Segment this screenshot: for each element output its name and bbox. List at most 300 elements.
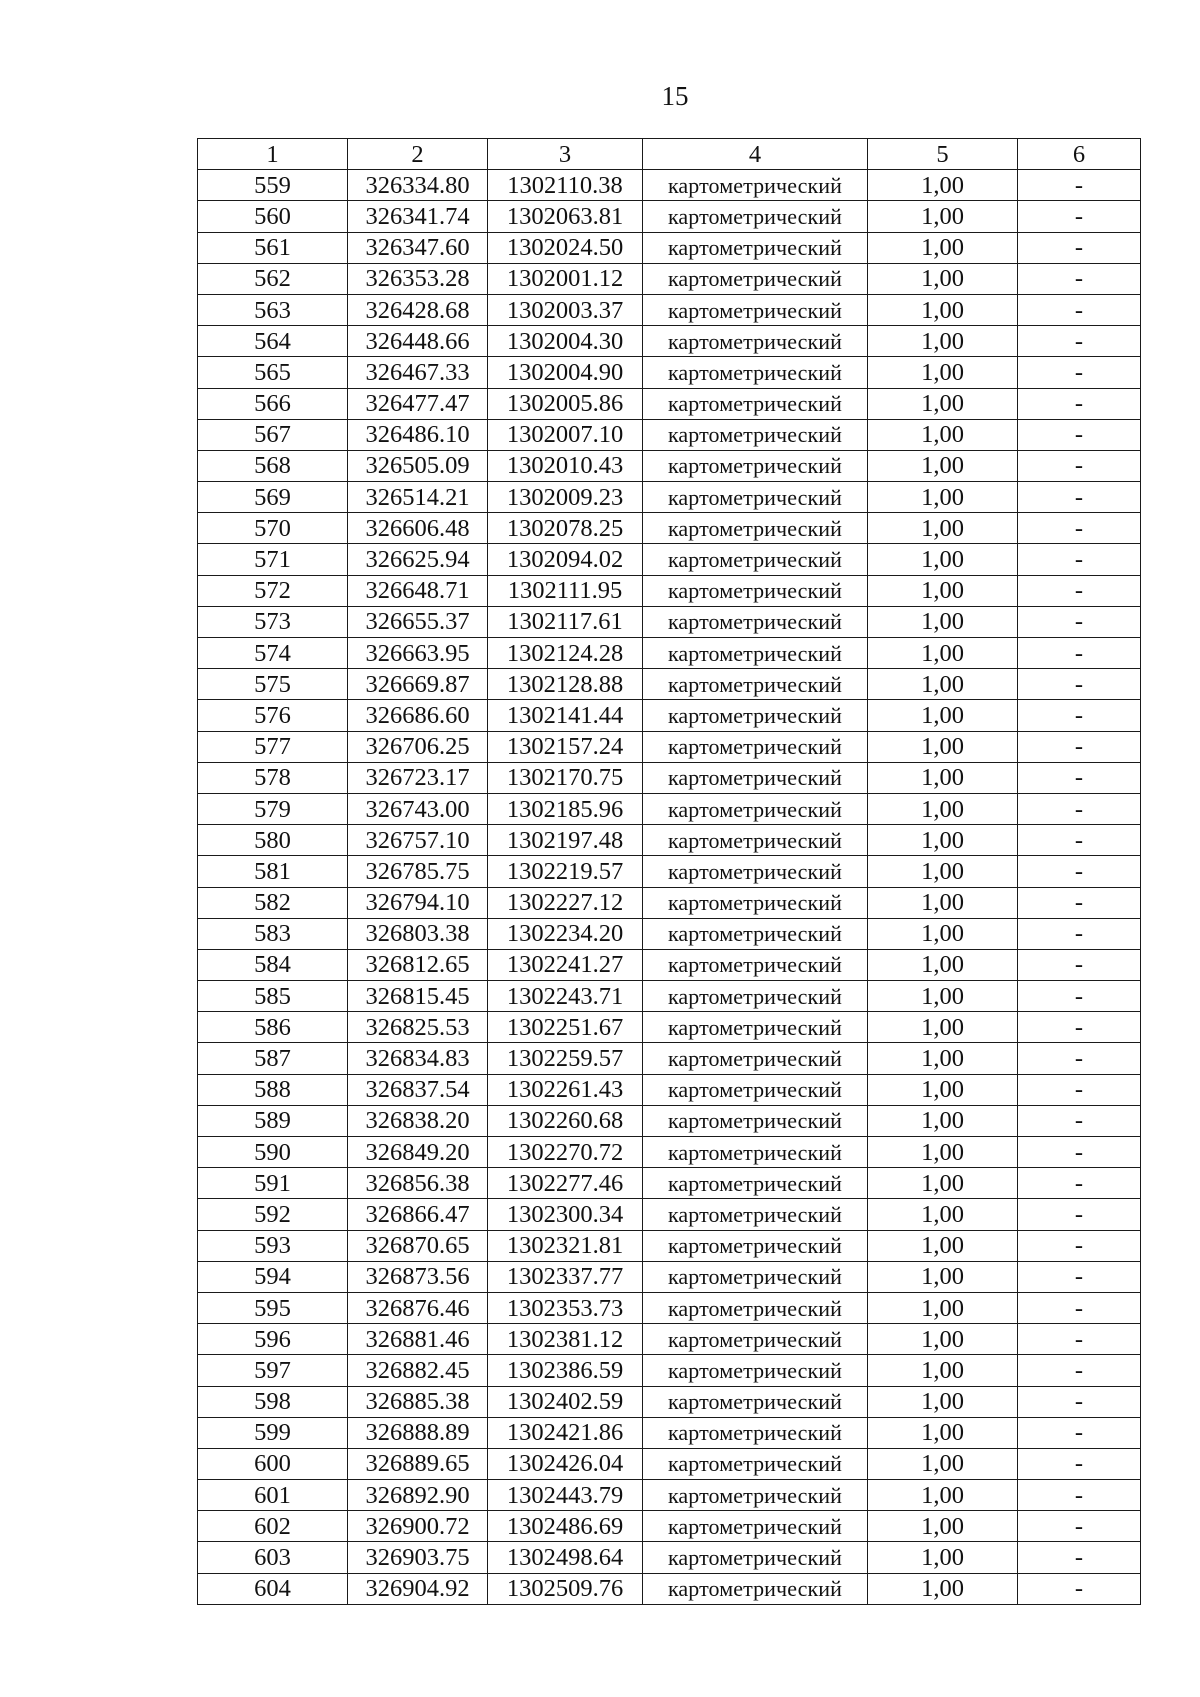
x-coordinate-cell: 326648.71 bbox=[348, 575, 488, 606]
note-cell: - bbox=[1018, 669, 1141, 700]
accuracy-cell: 1,00 bbox=[868, 419, 1018, 450]
method-cell: картометрический bbox=[643, 1230, 868, 1261]
point-number-cell: 577 bbox=[198, 731, 348, 762]
method-cell: картометрический bbox=[643, 1043, 868, 1074]
table-row bbox=[198, 1261, 1141, 1292]
y-coordinate-cell: 1302421.86 bbox=[488, 1417, 643, 1448]
method-cell: картометрический bbox=[643, 1324, 868, 1355]
table-row bbox=[198, 1292, 1141, 1323]
x-coordinate-cell: 326888.89 bbox=[348, 1417, 488, 1448]
y-coordinate-cell: 1302141.44 bbox=[488, 700, 643, 731]
accuracy-cell: 1,00 bbox=[868, 450, 1018, 481]
y-coordinate-cell: 1302386.59 bbox=[488, 1355, 643, 1386]
x-coordinate-cell: 326663.95 bbox=[348, 638, 488, 669]
method-cell: картометрический bbox=[643, 1573, 868, 1604]
y-coordinate-cell: 1302219.57 bbox=[488, 856, 643, 887]
method-cell: картометрический bbox=[643, 263, 868, 294]
point-number-cell: 590 bbox=[198, 1137, 348, 1168]
y-coordinate-cell: 1302004.30 bbox=[488, 326, 643, 357]
accuracy-cell: 1,00 bbox=[868, 1511, 1018, 1542]
point-number-cell: 560 bbox=[198, 201, 348, 232]
y-coordinate-cell: 1302353.73 bbox=[488, 1292, 643, 1323]
accuracy-cell: 1,00 bbox=[868, 949, 1018, 980]
accuracy-cell: 1,00 bbox=[868, 482, 1018, 513]
table-row bbox=[198, 513, 1141, 544]
method-cell: картометрический bbox=[643, 1292, 868, 1323]
accuracy-cell: 1,00 bbox=[868, 1417, 1018, 1448]
x-coordinate-cell: 326625.94 bbox=[348, 544, 488, 575]
point-number-cell: 603 bbox=[198, 1542, 348, 1573]
y-coordinate-cell: 1302259.57 bbox=[488, 1043, 643, 1074]
note-cell: - bbox=[1018, 263, 1141, 294]
y-coordinate-cell: 1302260.68 bbox=[488, 1105, 643, 1136]
table-row bbox=[198, 419, 1141, 450]
method-cell: картометрический bbox=[643, 731, 868, 762]
table-row bbox=[198, 294, 1141, 325]
point-number-cell: 586 bbox=[198, 1012, 348, 1043]
note-cell: - bbox=[1018, 1480, 1141, 1511]
accuracy-cell: 1,00 bbox=[868, 1230, 1018, 1261]
method-cell: картометрический bbox=[643, 981, 868, 1012]
note-cell: - bbox=[1018, 606, 1141, 637]
table-row bbox=[198, 793, 1141, 824]
table-row bbox=[198, 326, 1141, 357]
y-coordinate-cell: 1302234.20 bbox=[488, 918, 643, 949]
note-cell: - bbox=[1018, 825, 1141, 856]
accuracy-cell: 1,00 bbox=[868, 669, 1018, 700]
note-cell: - bbox=[1018, 700, 1141, 731]
x-coordinate-cell: 326849.20 bbox=[348, 1137, 488, 1168]
method-cell: картометрический bbox=[643, 1417, 868, 1448]
accuracy-cell: 1,00 bbox=[868, 513, 1018, 544]
note-cell: - bbox=[1018, 793, 1141, 824]
accuracy-cell: 1,00 bbox=[868, 263, 1018, 294]
note-cell: - bbox=[1018, 450, 1141, 481]
x-coordinate-cell: 326785.75 bbox=[348, 856, 488, 887]
table-row bbox=[198, 1417, 1141, 1448]
accuracy-cell: 1,00 bbox=[868, 606, 1018, 637]
table-row bbox=[198, 1355, 1141, 1386]
table-row bbox=[198, 762, 1141, 793]
table-row bbox=[198, 700, 1141, 731]
x-coordinate-cell: 326876.46 bbox=[348, 1292, 488, 1323]
note-cell: - bbox=[1018, 1105, 1141, 1136]
method-cell: картометрический bbox=[643, 638, 868, 669]
method-cell: картометрический bbox=[643, 1199, 868, 1230]
x-coordinate-cell: 326341.74 bbox=[348, 201, 488, 232]
table-row bbox=[198, 1448, 1141, 1479]
y-coordinate-cell: 1302261.43 bbox=[488, 1074, 643, 1105]
x-coordinate-cell: 326606.48 bbox=[348, 513, 488, 544]
x-coordinate-cell: 326904.92 bbox=[348, 1573, 488, 1604]
note-cell: - bbox=[1018, 201, 1141, 232]
note-cell: - bbox=[1018, 1137, 1141, 1168]
method-cell: картометрический bbox=[643, 887, 868, 918]
y-coordinate-cell: 1302486.69 bbox=[488, 1511, 643, 1542]
note-cell: - bbox=[1018, 856, 1141, 887]
accuracy-cell: 1,00 bbox=[868, 388, 1018, 419]
accuracy-cell: 1,00 bbox=[868, 856, 1018, 887]
table-row bbox=[198, 263, 1141, 294]
y-coordinate-cell: 1302111.95 bbox=[488, 575, 643, 606]
table-row bbox=[198, 918, 1141, 949]
y-coordinate-cell: 1302509.76 bbox=[488, 1573, 643, 1604]
point-number-cell: 601 bbox=[198, 1480, 348, 1511]
accuracy-cell: 1,00 bbox=[868, 700, 1018, 731]
table-row bbox=[198, 1230, 1141, 1261]
accuracy-cell: 1,00 bbox=[868, 1137, 1018, 1168]
x-coordinate-cell: 326837.54 bbox=[348, 1074, 488, 1105]
x-coordinate-cell: 326723.17 bbox=[348, 762, 488, 793]
method-cell: картометрический bbox=[643, 669, 868, 700]
accuracy-cell: 1,00 bbox=[868, 1292, 1018, 1323]
point-number-cell: 589 bbox=[198, 1105, 348, 1136]
method-cell: картометрический bbox=[643, 388, 868, 419]
note-cell: - bbox=[1018, 544, 1141, 575]
accuracy-cell: 1,00 bbox=[868, 1386, 1018, 1417]
column-header: 2 bbox=[348, 139, 488, 170]
note-cell: - bbox=[1018, 1324, 1141, 1355]
table-row bbox=[198, 575, 1141, 606]
note-cell: - bbox=[1018, 326, 1141, 357]
point-number-cell: 568 bbox=[198, 450, 348, 481]
y-coordinate-cell: 1302443.79 bbox=[488, 1480, 643, 1511]
point-number-cell: 604 bbox=[198, 1573, 348, 1604]
point-number-cell: 573 bbox=[198, 606, 348, 637]
y-coordinate-cell: 1302197.48 bbox=[488, 825, 643, 856]
accuracy-cell: 1,00 bbox=[868, 887, 1018, 918]
header-row bbox=[198, 139, 1141, 170]
note-cell: - bbox=[1018, 762, 1141, 793]
y-coordinate-cell: 1302300.34 bbox=[488, 1199, 643, 1230]
note-cell: - bbox=[1018, 1292, 1141, 1323]
x-coordinate-cell: 326794.10 bbox=[348, 887, 488, 918]
y-coordinate-cell: 1302094.02 bbox=[488, 544, 643, 575]
x-coordinate-cell: 326505.09 bbox=[348, 450, 488, 481]
point-number-cell: 599 bbox=[198, 1417, 348, 1448]
point-number-cell: 595 bbox=[198, 1292, 348, 1323]
point-number-cell: 591 bbox=[198, 1168, 348, 1199]
note-cell: - bbox=[1018, 1511, 1141, 1542]
y-coordinate-cell: 1302185.96 bbox=[488, 793, 643, 824]
note-cell: - bbox=[1018, 1417, 1141, 1448]
note-cell: - bbox=[1018, 638, 1141, 669]
method-cell: картометрический bbox=[643, 201, 868, 232]
point-number-cell: 585 bbox=[198, 981, 348, 1012]
accuracy-cell: 1,00 bbox=[868, 575, 1018, 606]
x-coordinate-cell: 326903.75 bbox=[348, 1542, 488, 1573]
x-coordinate-cell: 326353.28 bbox=[348, 263, 488, 294]
point-number-cell: 582 bbox=[198, 887, 348, 918]
x-coordinate-cell: 326486.10 bbox=[348, 419, 488, 450]
method-cell: картометрический bbox=[643, 1168, 868, 1199]
y-coordinate-cell: 1302128.88 bbox=[488, 669, 643, 700]
table-row bbox=[198, 170, 1141, 201]
note-cell: - bbox=[1018, 1386, 1141, 1417]
note-cell: - bbox=[1018, 482, 1141, 513]
table-row bbox=[198, 731, 1141, 762]
accuracy-cell: 1,00 bbox=[868, 1074, 1018, 1105]
accuracy-cell: 1,00 bbox=[868, 1324, 1018, 1355]
note-cell: - bbox=[1018, 918, 1141, 949]
point-number-cell: 559 bbox=[198, 170, 348, 201]
table-row bbox=[198, 1012, 1141, 1043]
table-row bbox=[198, 949, 1141, 980]
table-row bbox=[198, 357, 1141, 388]
y-coordinate-cell: 1302426.04 bbox=[488, 1448, 643, 1479]
accuracy-cell: 1,00 bbox=[868, 1355, 1018, 1386]
accuracy-cell: 1,00 bbox=[868, 201, 1018, 232]
accuracy-cell: 1,00 bbox=[868, 1448, 1018, 1479]
point-number-cell: 571 bbox=[198, 544, 348, 575]
method-cell: картометрический bbox=[643, 1448, 868, 1479]
table-row bbox=[198, 1480, 1141, 1511]
method-cell: картометрический bbox=[643, 1012, 868, 1043]
note-cell: - bbox=[1018, 1448, 1141, 1479]
y-coordinate-cell: 1302277.46 bbox=[488, 1168, 643, 1199]
y-coordinate-cell: 1302024.50 bbox=[488, 232, 643, 263]
y-coordinate-cell: 1302110.38 bbox=[488, 170, 643, 201]
method-cell: картометрический bbox=[643, 170, 868, 201]
method-cell: картометрический bbox=[643, 232, 868, 263]
accuracy-cell: 1,00 bbox=[868, 1199, 1018, 1230]
point-number-cell: 598 bbox=[198, 1386, 348, 1417]
page-number: 15 bbox=[661, 81, 689, 111]
table-row bbox=[198, 1573, 1141, 1604]
table-row bbox=[198, 544, 1141, 575]
y-coordinate-cell: 1302381.12 bbox=[488, 1324, 643, 1355]
accuracy-cell: 1,00 bbox=[868, 1168, 1018, 1199]
method-cell: картометрический bbox=[643, 482, 868, 513]
x-coordinate-cell: 326892.90 bbox=[348, 1480, 488, 1511]
method-cell: картометрический bbox=[643, 575, 868, 606]
note-cell: - bbox=[1018, 419, 1141, 450]
point-number-cell: 584 bbox=[198, 949, 348, 980]
note-cell: - bbox=[1018, 1261, 1141, 1292]
x-coordinate-cell: 326757.10 bbox=[348, 825, 488, 856]
note-cell: - bbox=[1018, 294, 1141, 325]
note-cell: - bbox=[1018, 575, 1141, 606]
table-row bbox=[198, 1199, 1141, 1230]
accuracy-cell: 1,00 bbox=[868, 1480, 1018, 1511]
accuracy-cell: 1,00 bbox=[868, 793, 1018, 824]
x-coordinate-cell: 326743.00 bbox=[348, 793, 488, 824]
y-coordinate-cell: 1302321.81 bbox=[488, 1230, 643, 1261]
x-coordinate-cell: 326448.66 bbox=[348, 326, 488, 357]
table-header bbox=[198, 139, 1141, 170]
accuracy-cell: 1,00 bbox=[868, 918, 1018, 949]
note-cell: - bbox=[1018, 1230, 1141, 1261]
x-coordinate-cell: 326834.83 bbox=[348, 1043, 488, 1074]
table-row bbox=[198, 1542, 1141, 1573]
table-row bbox=[198, 450, 1141, 481]
note-cell: - bbox=[1018, 1542, 1141, 1573]
method-cell: картометрический bbox=[643, 1480, 868, 1511]
x-coordinate-cell: 326428.68 bbox=[348, 294, 488, 325]
note-cell: - bbox=[1018, 1043, 1141, 1074]
method-cell: картометрический bbox=[643, 856, 868, 887]
table-row bbox=[198, 482, 1141, 513]
note-cell: - bbox=[1018, 981, 1141, 1012]
method-cell: картометрический bbox=[643, 949, 868, 980]
accuracy-cell: 1,00 bbox=[868, 981, 1018, 1012]
y-coordinate-cell: 1302337.77 bbox=[488, 1261, 643, 1292]
point-number-cell: 567 bbox=[198, 419, 348, 450]
method-cell: картометрический bbox=[643, 606, 868, 637]
table-row bbox=[198, 856, 1141, 887]
method-cell: картометрический bbox=[643, 294, 868, 325]
x-coordinate-cell: 326881.46 bbox=[348, 1324, 488, 1355]
table-row bbox=[198, 606, 1141, 637]
method-cell: картометрический bbox=[643, 326, 868, 357]
x-coordinate-cell: 326803.38 bbox=[348, 918, 488, 949]
point-number-cell: 580 bbox=[198, 825, 348, 856]
x-coordinate-cell: 326477.47 bbox=[348, 388, 488, 419]
x-coordinate-cell: 326866.47 bbox=[348, 1199, 488, 1230]
y-coordinate-cell: 1302004.90 bbox=[488, 357, 643, 388]
y-coordinate-cell: 1302078.25 bbox=[488, 513, 643, 544]
method-cell: картометрический bbox=[643, 1105, 868, 1136]
method-cell: картометрический bbox=[643, 1261, 868, 1292]
y-coordinate-cell: 1302007.10 bbox=[488, 419, 643, 450]
accuracy-cell: 1,00 bbox=[868, 1542, 1018, 1573]
point-number-cell: 572 bbox=[198, 575, 348, 606]
table-row bbox=[198, 1511, 1141, 1542]
point-number-cell: 597 bbox=[198, 1355, 348, 1386]
x-coordinate-cell: 326885.38 bbox=[348, 1386, 488, 1417]
x-coordinate-cell: 326812.65 bbox=[348, 949, 488, 980]
table-row bbox=[198, 981, 1141, 1012]
table-row bbox=[198, 232, 1141, 263]
method-cell: картометрический bbox=[643, 825, 868, 856]
point-number-cell: 563 bbox=[198, 294, 348, 325]
point-number-cell: 570 bbox=[198, 513, 348, 544]
y-coordinate-cell: 1302402.59 bbox=[488, 1386, 643, 1417]
method-cell: картометрический bbox=[643, 762, 868, 793]
point-number-cell: 596 bbox=[198, 1324, 348, 1355]
point-number-cell: 587 bbox=[198, 1043, 348, 1074]
accuracy-cell: 1,00 bbox=[868, 638, 1018, 669]
point-number-cell: 592 bbox=[198, 1199, 348, 1230]
point-number-cell: 581 bbox=[198, 856, 348, 887]
method-cell: картометрический bbox=[643, 544, 868, 575]
accuracy-cell: 1,00 bbox=[868, 825, 1018, 856]
x-coordinate-cell: 326870.65 bbox=[348, 1230, 488, 1261]
x-coordinate-cell: 326467.33 bbox=[348, 357, 488, 388]
x-coordinate-cell: 326686.60 bbox=[348, 700, 488, 731]
note-cell: - bbox=[1018, 357, 1141, 388]
note-cell: - bbox=[1018, 388, 1141, 419]
x-coordinate-cell: 326873.56 bbox=[348, 1261, 488, 1292]
point-number-cell: 564 bbox=[198, 326, 348, 357]
x-coordinate-cell: 326838.20 bbox=[348, 1105, 488, 1136]
table-row bbox=[198, 1386, 1141, 1417]
method-cell: картометрический bbox=[643, 1074, 868, 1105]
point-number-cell: 561 bbox=[198, 232, 348, 263]
y-coordinate-cell: 1302241.27 bbox=[488, 949, 643, 980]
y-coordinate-cell: 1302005.86 bbox=[488, 388, 643, 419]
note-cell: - bbox=[1018, 1012, 1141, 1043]
accuracy-cell: 1,00 bbox=[868, 1573, 1018, 1604]
accuracy-cell: 1,00 bbox=[868, 544, 1018, 575]
method-cell: картометрический bbox=[643, 1511, 868, 1542]
table-row bbox=[198, 1168, 1141, 1199]
x-coordinate-cell: 326706.25 bbox=[348, 731, 488, 762]
y-coordinate-cell: 1302010.43 bbox=[488, 450, 643, 481]
y-coordinate-cell: 1302003.37 bbox=[488, 294, 643, 325]
y-coordinate-cell: 1302001.12 bbox=[488, 263, 643, 294]
x-coordinate-cell: 326347.60 bbox=[348, 232, 488, 263]
column-header: 5 bbox=[868, 139, 1018, 170]
x-coordinate-cell: 326815.45 bbox=[348, 981, 488, 1012]
method-cell: картометрический bbox=[643, 793, 868, 824]
note-cell: - bbox=[1018, 1199, 1141, 1230]
note-cell: - bbox=[1018, 1355, 1141, 1386]
note-cell: - bbox=[1018, 731, 1141, 762]
point-number-cell: 574 bbox=[198, 638, 348, 669]
point-number-cell: 566 bbox=[198, 388, 348, 419]
accuracy-cell: 1,00 bbox=[868, 1043, 1018, 1074]
accuracy-cell: 1,00 bbox=[868, 762, 1018, 793]
y-coordinate-cell: 1302227.12 bbox=[488, 887, 643, 918]
point-number-cell: 602 bbox=[198, 1511, 348, 1542]
point-number-cell: 578 bbox=[198, 762, 348, 793]
x-coordinate-cell: 326514.21 bbox=[348, 482, 488, 513]
note-cell: - bbox=[1018, 232, 1141, 263]
point-number-cell: 594 bbox=[198, 1261, 348, 1292]
point-number-cell: 562 bbox=[198, 263, 348, 294]
table-row bbox=[198, 1137, 1141, 1168]
method-cell: картометрический bbox=[643, 513, 868, 544]
y-coordinate-cell: 1302124.28 bbox=[488, 638, 643, 669]
note-cell: - bbox=[1018, 887, 1141, 918]
method-cell: картометрический bbox=[643, 918, 868, 949]
column-header: 4 bbox=[643, 139, 868, 170]
note-cell: - bbox=[1018, 1074, 1141, 1105]
x-coordinate-cell: 326825.53 bbox=[348, 1012, 488, 1043]
accuracy-cell: 1,00 bbox=[868, 1012, 1018, 1043]
point-number-cell: 575 bbox=[198, 669, 348, 700]
point-number-cell: 579 bbox=[198, 793, 348, 824]
y-coordinate-cell: 1302157.24 bbox=[488, 731, 643, 762]
column-header: 1 bbox=[198, 139, 348, 170]
accuracy-cell: 1,00 bbox=[868, 731, 1018, 762]
method-cell: картометрический bbox=[643, 1137, 868, 1168]
accuracy-cell: 1,00 bbox=[868, 170, 1018, 201]
table-row bbox=[198, 1105, 1141, 1136]
x-coordinate-cell: 326669.87 bbox=[348, 669, 488, 700]
x-coordinate-cell: 326882.45 bbox=[348, 1355, 488, 1386]
x-coordinate-cell: 326900.72 bbox=[348, 1511, 488, 1542]
table-row bbox=[198, 669, 1141, 700]
y-coordinate-cell: 1302117.61 bbox=[488, 606, 643, 637]
x-coordinate-cell: 326655.37 bbox=[348, 606, 488, 637]
method-cell: картометрический bbox=[643, 1386, 868, 1417]
y-coordinate-cell: 1302251.67 bbox=[488, 1012, 643, 1043]
accuracy-cell: 1,00 bbox=[868, 1105, 1018, 1136]
point-number-cell: 569 bbox=[198, 482, 348, 513]
table-row bbox=[198, 1074, 1141, 1105]
note-cell: - bbox=[1018, 170, 1141, 201]
note-cell: - bbox=[1018, 949, 1141, 980]
accuracy-cell: 1,00 bbox=[868, 232, 1018, 263]
point-number-cell: 588 bbox=[198, 1074, 348, 1105]
point-number-cell: 565 bbox=[198, 357, 348, 388]
table-row bbox=[198, 887, 1141, 918]
table-body bbox=[198, 170, 1141, 1605]
coordinates-table bbox=[197, 138, 1141, 1605]
x-coordinate-cell: 326856.38 bbox=[348, 1168, 488, 1199]
